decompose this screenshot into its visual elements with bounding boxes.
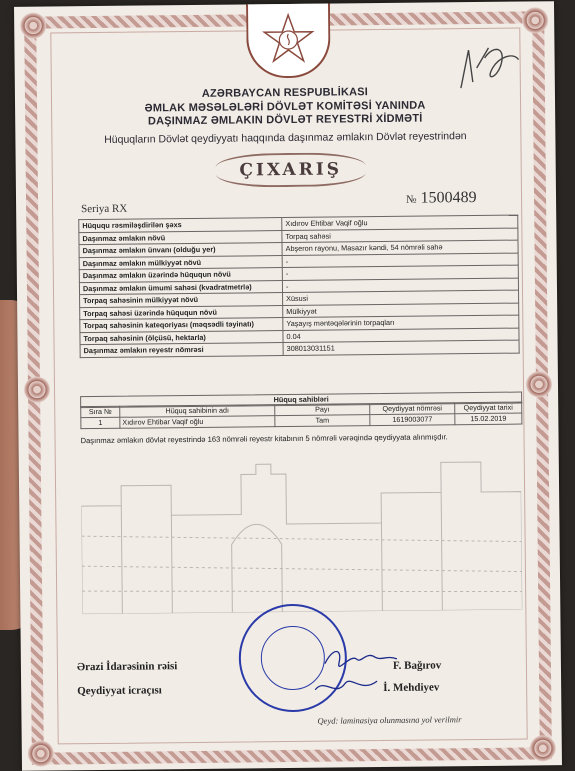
clerk-title: Qeydiyyat icraçısı xyxy=(77,684,162,698)
registration-date: 15.02.2019 xyxy=(455,413,522,425)
field-label: Daşınmaz əmlakın ünvanı (olduğu yer) xyxy=(79,243,282,258)
signature-icon xyxy=(311,671,381,702)
field-label: Daşınmaz əmlakın ümumi sahəsi (kvadratmetrlə) xyxy=(79,280,282,295)
field-label: Daşınmaz əmlakın növü xyxy=(79,230,282,245)
details-table xyxy=(78,215,519,358)
owner-index: 1 xyxy=(81,417,120,428)
document-title: ÇIXARIŞ xyxy=(216,152,366,188)
castle-watermark-icon xyxy=(81,442,523,615)
header-line-1: AZƏRBAYCAN RESPUBLİKASI xyxy=(201,86,369,100)
head-name: F. Bağırov xyxy=(392,659,442,672)
field-value: Mülkiyyət xyxy=(283,303,519,318)
owner-name: Xıdırov Ehtibar Vaqif oğlu xyxy=(120,416,275,429)
side-rosette-icon xyxy=(24,376,50,402)
field-label: Torpaq sahəsi üzərində hüququn növü xyxy=(80,305,283,320)
corner-rosette-icon xyxy=(530,735,556,761)
field-value: Abşeron rayonu, Masazır kəndi, 54 nömrəli sahə xyxy=(282,240,518,255)
field-value: - xyxy=(282,278,518,293)
corner-rosette-icon xyxy=(20,13,46,39)
field-label: Daşınmaz əmlakın reyestr nömrəsi xyxy=(80,343,283,358)
field-label: Torpaq sahəsinin (ölçüsü, hektarla) xyxy=(80,330,283,345)
side-rosette-icon xyxy=(526,371,552,397)
field-value: 308013031151 xyxy=(283,340,519,355)
column-header: Hüquq sahibinin adı xyxy=(120,405,275,418)
registry-note: Daşınmaz əmlakın dövlət reyestrində 163 nömrəli reyestr kitabının 5 nömrəli vərəqində qeydiyyata alınmışdır. xyxy=(80,432,448,446)
series-label: Seriya RX xyxy=(81,202,128,216)
number-value: 1500489 xyxy=(420,189,477,207)
clerk-name: İ. Mehdiyev xyxy=(383,681,440,695)
field-value: 0.04 xyxy=(283,328,519,343)
corner-rosette-icon xyxy=(522,7,548,33)
field-value: - xyxy=(282,265,518,280)
field-label: Daşınmaz əmlakın üzərində hüququn növü xyxy=(79,268,282,283)
extract-document xyxy=(14,1,562,771)
field-value: Xıdırov Ehtibar Vaqif oğlu xyxy=(282,215,518,230)
field-label: Hüququ rəsmiləşdirilən şəxs xyxy=(79,218,282,233)
head-title: Ərazi İdarəsinin rəisi xyxy=(76,660,178,674)
corner-rosette-icon xyxy=(28,740,54,766)
column-header: Qeydiyyat tarixi xyxy=(455,402,522,414)
field-value: Xüsusi xyxy=(283,290,519,305)
footer-note: Qeyd: laminasiya olunmasına yol verilmir xyxy=(317,714,462,726)
field-label: Torpaq sahəsinin kateqoriyası (məqsədli təyinatı) xyxy=(80,318,283,333)
owner-share: Tam xyxy=(275,415,370,427)
field-label: Torpaq sahəsinin mülkiyyət növü xyxy=(80,293,283,308)
registration-number: 1619003077 xyxy=(370,414,455,426)
field-value: Yaşayış məntəqələrinin torpaqları xyxy=(283,315,519,330)
column-header: Payı xyxy=(275,404,370,416)
field-value: Torpaq sahəsi xyxy=(282,228,518,243)
header-line-2: ƏMLAK MƏSƏLƏLƏRİ DÖVLƏT KOMİTƏSİ YANINDA xyxy=(144,99,426,115)
column-header: Qeydiyyat nömrəsi xyxy=(370,403,455,415)
owners-table xyxy=(80,402,522,430)
header-subtitle: Hüquqların Dövlət qeydiyyatı haqqında daşınmaz əmlakın Dövlət reyestrindən xyxy=(104,130,467,146)
column-header: Sıra № xyxy=(81,406,120,417)
field-value: - xyxy=(282,253,518,268)
header-line-3: DAŞINMAZ ƏMLAKIN DÖVLƏT REYESTRİ XİDMƏTİ xyxy=(147,112,423,128)
owners-title: Hüquq sahibləri xyxy=(80,392,522,409)
field-label: Daşınmaz əmlakın mülkiyyət növü xyxy=(79,255,282,270)
number-sign: № xyxy=(405,193,417,206)
document-number xyxy=(406,189,477,208)
